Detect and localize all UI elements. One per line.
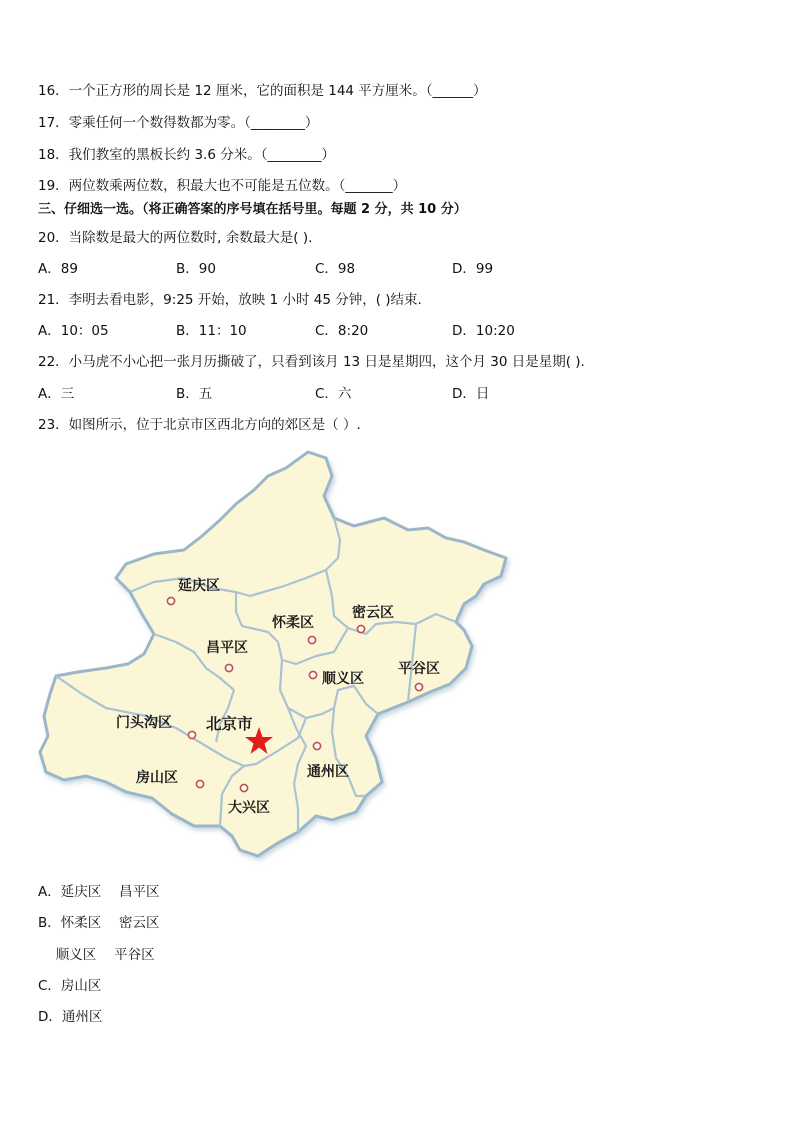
label-beijing-city: 北京市 xyxy=(206,715,253,733)
daxing-marker xyxy=(240,784,247,791)
question-23-option-b: B．怀柔区 密云区 xyxy=(38,915,160,931)
label-fangshan: 房山区 xyxy=(136,770,178,786)
fangshan-marker xyxy=(196,780,203,787)
question-22-options xyxy=(38,385,598,403)
label-shunyi: 顺义区 xyxy=(322,671,364,687)
option-d: D．日 xyxy=(452,386,490,402)
question-17: 17．零乘任何一个数得数都为零。（________） xyxy=(38,115,319,131)
option-c: C．98 xyxy=(315,261,356,277)
label-pinggu: 平谷区 xyxy=(398,661,440,677)
question-20: 20．当除数是最大的两位数时, 余数最大是( ). xyxy=(38,230,313,246)
question-23-option-b-continued: 顺义区 平谷区 xyxy=(38,947,155,963)
label-yanqing: 延庆区 xyxy=(178,578,220,594)
question-23: 23．如图所示，位于北京市区西北方向的郊区是（ ）. xyxy=(38,417,361,433)
beijing-district-map xyxy=(36,446,516,870)
label-huairou: 怀柔区 xyxy=(272,615,314,631)
map-outline xyxy=(40,452,506,856)
question-21: 21．李明去看电影，9:25 开始，放映 1 小时 45 分钟，( )结束. xyxy=(38,292,422,308)
question-19: 19．两位数乘两位数，积最大也不可能是五位数。（_______） xyxy=(38,178,407,194)
label-tongzhou: 通州区 xyxy=(307,764,349,780)
option-d: D．10:20 xyxy=(452,323,515,339)
option-b: B．11：10 xyxy=(176,323,247,339)
question-20-options xyxy=(38,260,598,278)
label-mentougou: 门头沟区 xyxy=(116,715,172,731)
shunyi-marker xyxy=(309,671,316,678)
question-23-option-a: A．延庆区 昌平区 xyxy=(38,884,160,900)
option-a: A．三 xyxy=(38,386,75,402)
question-22: 22．小马虎不小心把一张月历撕破了，只看到该月 13 日是星期四，这个月 30 日是星期( ). xyxy=(38,354,585,370)
question-18: 18．我们教室的黑板长约 3.6 分米。（________） xyxy=(38,147,335,163)
question-23-option-c: C．房山区 xyxy=(38,978,102,994)
mentougou-marker xyxy=(188,731,195,738)
yanqing-marker xyxy=(167,597,174,604)
section-heading-3: 三、仔细选一选。（将正确答案的序号填在括号里。每题 2 分，共 10 分） xyxy=(38,202,467,217)
label-daxing: 大兴区 xyxy=(228,800,270,816)
question-16: 16．一个正方形的周长是 12 厘米，它的面积是 144 平方厘米。（______） xyxy=(38,83,487,99)
label-miyun: 密云区 xyxy=(352,605,394,621)
option-c: C．8:20 xyxy=(315,323,369,339)
question-21-options xyxy=(38,322,598,340)
option-a: A．10：05 xyxy=(38,323,109,339)
pinggu-marker xyxy=(415,683,422,690)
miyun-marker xyxy=(357,625,364,632)
question-23-option-d: D．通州区 xyxy=(38,1009,103,1025)
option-c: C．六 xyxy=(315,386,352,402)
option-b: B．90 xyxy=(176,261,216,277)
huairou-marker xyxy=(308,636,315,643)
option-a: A．89 xyxy=(38,261,78,277)
label-changping: 昌平区 xyxy=(206,640,248,656)
option-b: B．五 xyxy=(176,386,213,402)
tongzhou-marker xyxy=(313,742,320,749)
changping-marker xyxy=(225,664,232,671)
option-d: D．99 xyxy=(452,261,494,277)
